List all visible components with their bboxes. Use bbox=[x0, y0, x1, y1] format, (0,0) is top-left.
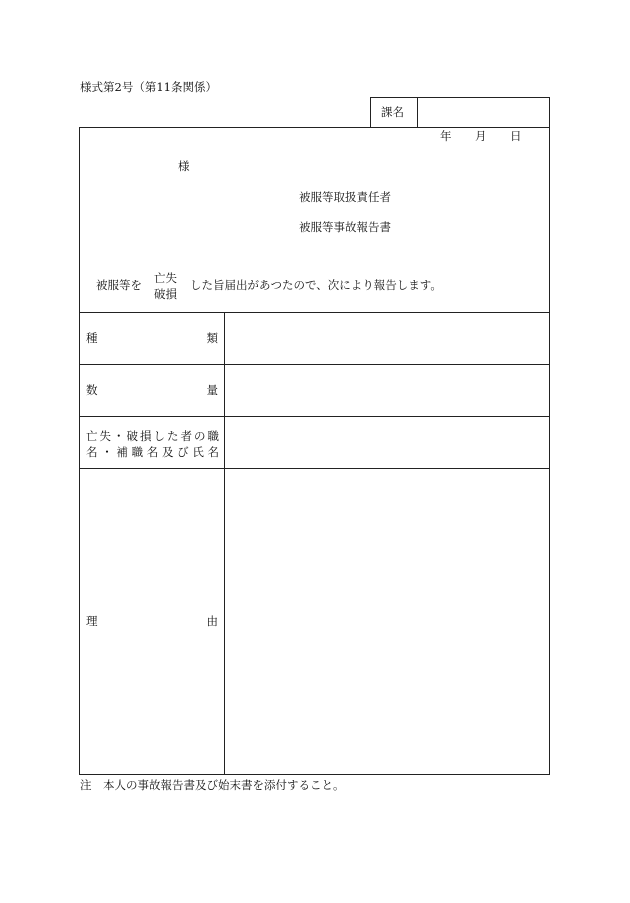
row-type-label: 種 類 bbox=[86, 331, 218, 345]
option-lost: 亡失 bbox=[154, 271, 177, 285]
reporter-title: 被服等取扱責任者 bbox=[299, 190, 391, 204]
date-month-label: 月 bbox=[475, 129, 487, 143]
addressee-suffix: 様 bbox=[178, 159, 190, 173]
statement-options bbox=[154, 270, 177, 302]
date-day-label: 日 bbox=[510, 129, 522, 143]
report-title: 被服等事故報告書 bbox=[299, 220, 391, 234]
row-person-label-line2: 名 ・ 補 職 名 及 び 氏 名 bbox=[86, 445, 219, 459]
row-person-field[interactable] bbox=[228, 420, 545, 464]
department-field[interactable] bbox=[422, 100, 546, 124]
row-reason-label: 理 由 bbox=[86, 614, 218, 628]
department-label: 課名 bbox=[381, 105, 404, 119]
row-person-label-line1: 亡 失 ・ 破 損 し た 者 の 職 bbox=[86, 429, 219, 443]
row-reason-field[interactable] bbox=[228, 472, 545, 770]
row-quantity-label: 数 量 bbox=[86, 383, 218, 397]
row-quantity-field[interactable] bbox=[228, 368, 545, 412]
form-number: 様式第2号（第11条関係） bbox=[80, 80, 217, 94]
statement-prefix: 被服等を bbox=[96, 278, 142, 292]
date-year-label: 年 bbox=[440, 129, 452, 143]
row-person-label bbox=[86, 428, 219, 460]
statement-suffix: した旨届出があつたので、次により報告します。 bbox=[190, 278, 442, 292]
footnote: 注 本人の事故報告書及び始末書を添付すること。 bbox=[80, 778, 345, 792]
row-type-field[interactable] bbox=[228, 316, 545, 360]
option-damaged: 破損 bbox=[154, 287, 177, 301]
